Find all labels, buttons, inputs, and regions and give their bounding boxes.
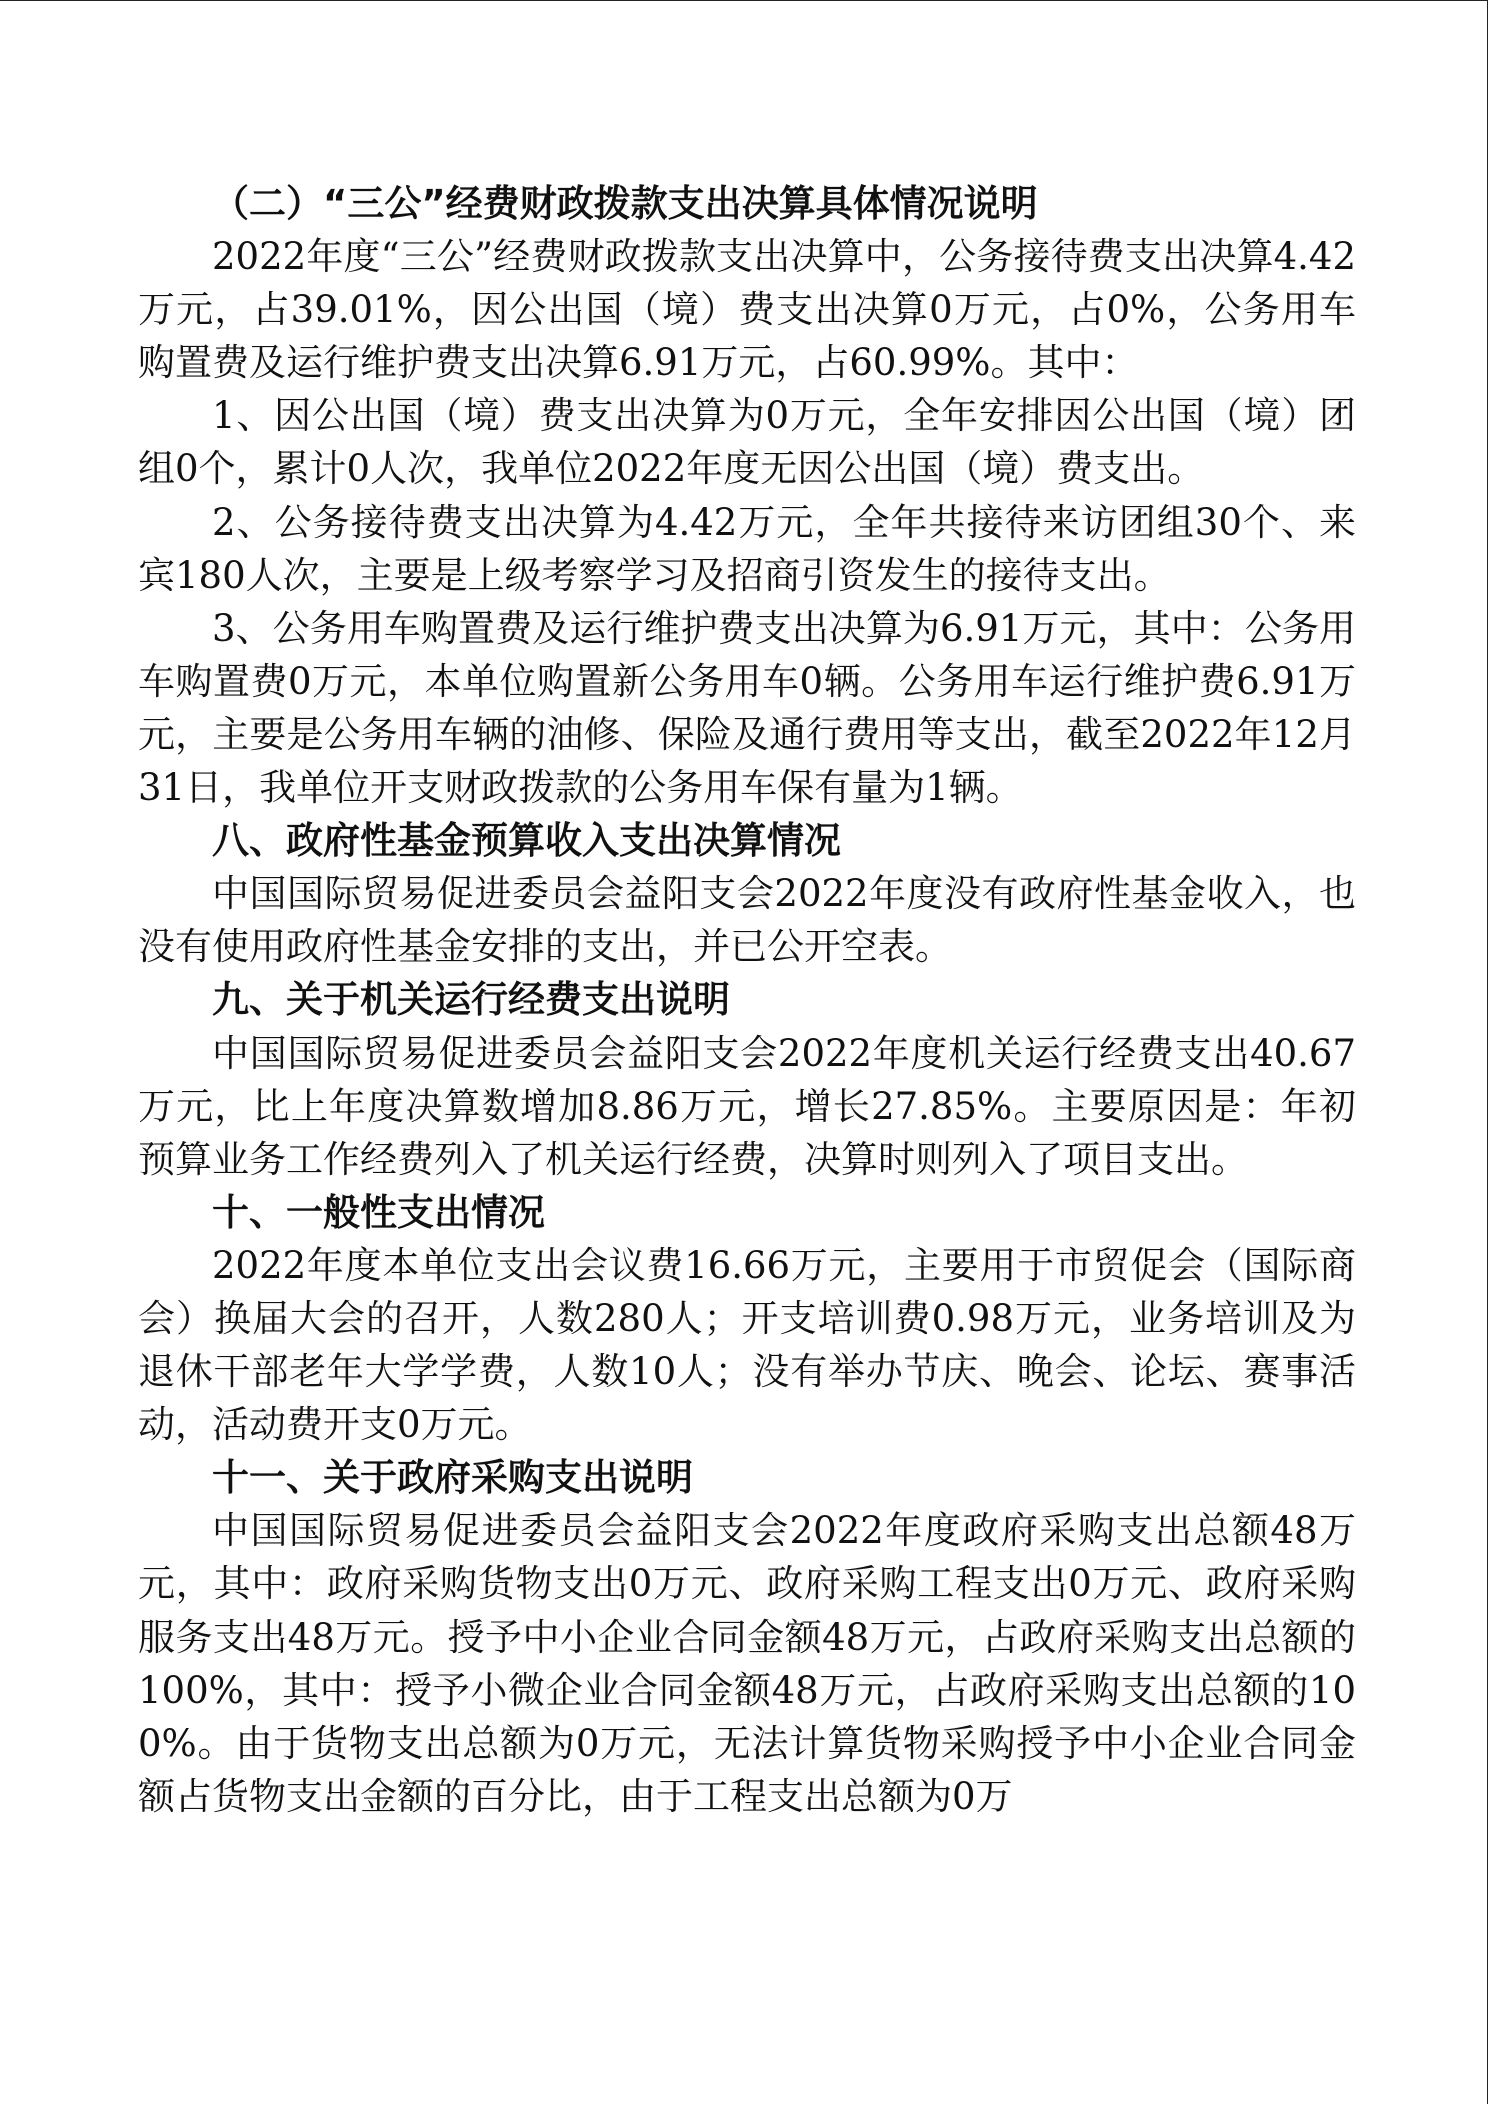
section-heading-three-public: （二）“三公”经费财政拨款支出决算具体情况说明 [212,182,1038,225]
paragraph-three-public-summary: 2022年度“三公”经费财政拨款支出决算中，公务接待费支出决算4.42万元，占39.01%，因公出国（境）费支出决算0万元，占0%，公务用车购置费及运行维护费支出决算6.91万元，占60.99%。其中： [138,235,1356,385]
paragraph-overseas-expense: 1、因公出国（境）费支出决算为0万元，全年安排因公出国（境）团组0个，累计0人次，我单位2022年度无因公出国（境）费支出。 [138,394,1356,491]
document-body [138,177,1356,1823]
paragraph-vehicle-expense: 3、公务用车购置费及运行维护费支出决算为6.91万元，其中：公务用车购置费0万元，本单位购置新公务用车0辆。公务用车运行维护费6.91万元，主要是公务用车辆的油修、保险及通行费用等支出，截至2022年12月31日，我单位开支财政拨款的公务用车保有量为1辆。 [138,606,1356,810]
section-heading-operating-expense: 九、关于机关运行经费支出说明 [212,978,730,1022]
paragraph-general-expense: 2022年度本单位支出会议费16.66万元，主要用于市贸促会（国际商会）换届大会的召开，人数280人；开支培训费0.98万元，业务培训及为退休干部老年大学学费，人数10人；没有举办节庆、晚会、论坛、赛事活动，活动费开支0万元。 [138,1243,1356,1447]
section-heading-government-fund: 八、政府性基金预算收入支出决算情况 [212,819,841,863]
paragraph-operating-expense: 中国国际贸易促进委员会益阳支会2022年度机关运行经费支出40.67万元，比上年度决算数增加8.86万元，增长27.85%。主要原因是：年初预算业务工作经费列入了机关运行经费，决算时则列入了项目支出。 [138,1031,1356,1181]
paragraph-reception-expense: 2、公务接待费支出决算为4.42万元，全年共接待来访团组30个、来宾180人次，主要是上级考察学习及招商引资发生的接待支出。 [138,500,1356,597]
section-heading-general-expense: 十、一般性支出情况 [212,1190,545,1234]
paragraph-government-fund: 中国国际贸易促进委员会益阳支会2022年度没有政府性基金收入，也没有使用政府性基金安排的支出，并已公开空表。 [138,872,1356,969]
paragraph-procurement: 中国国际贸易促进委员会益阳支会2022年度政府采购支出总额48万元，其中：政府采购货物支出0万元、政府采购工程支出0万元、政府采购服务支出48万元。授予中小企业合同金额48万元，占政府采购支出总额的100%，其中：授予小微企业合同金额48万元，占政府采购支出总额的100%。由于货物支出总额为0万元，无法计算货物采购授予中小企业合同金额占货物支出金额的百分比，由于工程支出总额为0万 [138,1509,1356,1818]
section-heading-procurement: 十一、关于政府采购支出说明 [212,1456,693,1500]
